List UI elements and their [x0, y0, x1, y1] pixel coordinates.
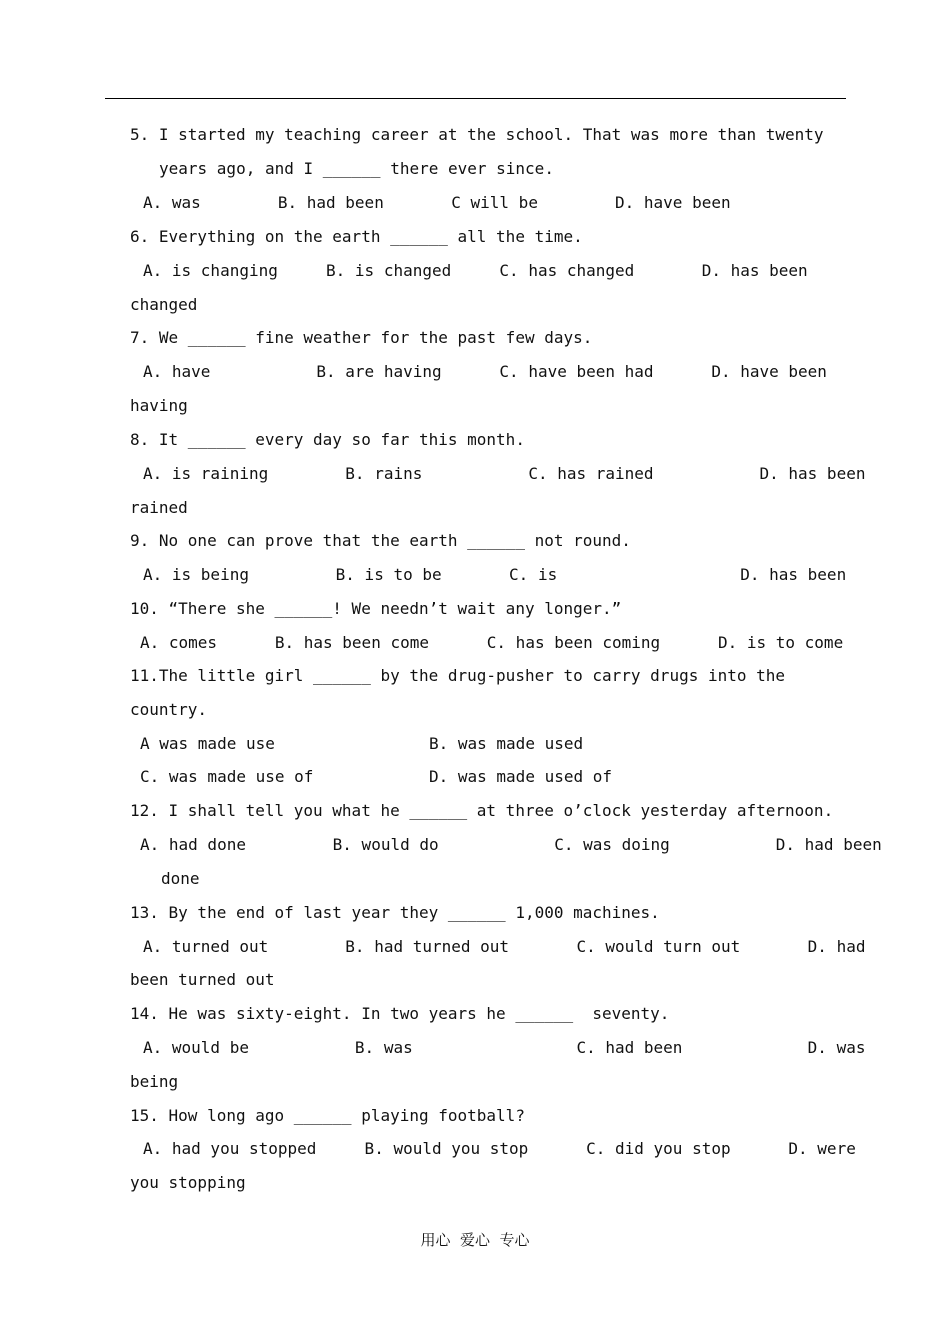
question-9-stem: 9. No one can prove that the earth ______ not round. — [130, 531, 631, 550]
question-8-options: A. is raining B. rains C. has rained D. has been — [143, 464, 866, 483]
question-13-options-cont: been turned out — [130, 970, 275, 989]
question-7-stem: 7. We ______ fine weather for the past few days. — [130, 328, 593, 347]
question-5-stem-cont: years ago, and I ______ there ever since. — [159, 159, 554, 178]
question-7-options-cont: having — [130, 396, 188, 415]
question-6-options-cont: changed — [130, 295, 198, 314]
question-5-stem: 5. I started my teaching career at the school. That was more than twenty — [130, 125, 824, 144]
page-footer: 用心 爱心 专心 — [420, 1231, 530, 1249]
question-13-stem: 13. By the end of last year they ______ 1,000 machines. — [130, 903, 660, 922]
question-11-options-cd: C. was made use of D. was made used of — [140, 767, 613, 786]
question-11-stem-cont: country. — [130, 700, 208, 719]
question-15-stem: 15. How long ago ______ playing football? — [130, 1106, 525, 1125]
question-11-options-ab: A was made use B. was made used — [140, 734, 584, 753]
question-7-options: A. have B. are having C. have been had D. have been — [143, 362, 827, 381]
question-13-options: A. turned out B. had turned out C. would turn out D. had — [143, 937, 866, 956]
question-10-options: A. comes B. has been come C. has been coming D. is to come — [140, 633, 844, 652]
question-14-options-cont: being — [130, 1072, 179, 1091]
question-6-stem: 6. Everything on the earth ______ all the time. — [130, 227, 583, 246]
question-12-stem: 12. I shall tell you what he ______ at three o’clock yesterday afternoon. — [130, 801, 834, 820]
question-14-stem: 14. He was sixty-eight. In two years he ______ seventy. — [130, 1004, 670, 1023]
question-14-options: A. would be B. was C. had been D. was — [143, 1038, 866, 1057]
question-6-options: A. is changing B. is changed C. has changed D. has been — [143, 261, 808, 280]
question-8-options-cont: rained — [130, 498, 188, 517]
question-9-options: A. is being B. is to be C. is D. has been — [143, 565, 847, 584]
question-15-options-cont: you stopping — [130, 1173, 246, 1192]
question-8-stem: 8. It ______ every day so far this month. — [130, 430, 525, 449]
question-5-options: A. was B. had been C will be D. have been — [143, 193, 731, 212]
question-12-options: A. had done B. would do C. was doing D. had been — [140, 835, 882, 854]
question-11-stem: 11.The little girl ______ by the drug-pusher to carry drugs into the — [130, 666, 786, 685]
question-15-options: A. had you stopped B. would you stop C. did you stop D. were — [143, 1139, 856, 1158]
header-rule — [105, 98, 846, 99]
question-10-stem: 10. “There she ______! We needn’t wait any longer.” — [130, 599, 622, 618]
question-12-options-cont: done — [161, 869, 200, 888]
